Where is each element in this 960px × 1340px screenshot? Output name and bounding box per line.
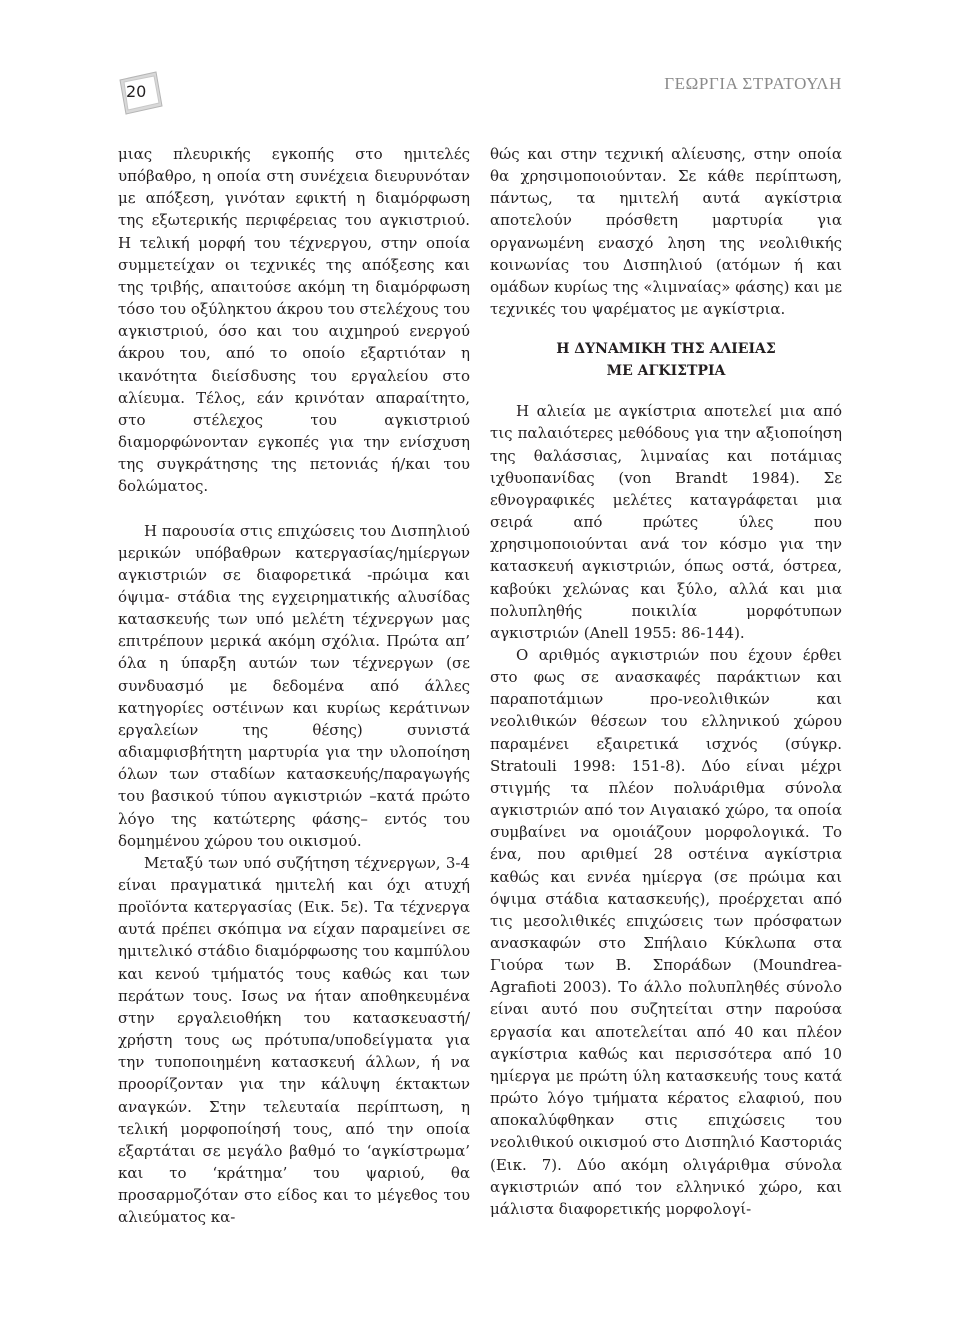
paragraph: Η παρουσία στις επιχώσεις του Δισπηλιού μερικών υπόβαθρων κατεργασίας/ημίεργων αγκιστριών σε διαφορετικά -πρώιμα και όψιμα- στάδια της εγχειρηματικής αλυσίδας κατασκευής των υπό μελέτη τέχνεργων μας επιτρέπουν μερικά ακόμη σχόλια. Πρώτα απ’ όλα η ύπαρξη αυτών των τέχνεργων (σε συνδυασμό με δεδομένα από άλλες κατηγορίες οστέινων και κυρίως κεράτινων εργαλείων της θέσης) συνιστά αδιαμφισβήτητη μαρτυρία για την υλοποίηση όλων των σταδίων κατασκευής/παραγωγής του βασικού τύπου αγκιστριών –κατά πρώτο λόγο της κατώτερης φάσης– εντός του δομημένου χώρου του οικισμού.	[118, 521, 470, 850]
section-heading-line: Η ΔΥΝΑΜΙΚΗ ΤΗΣ ΑΛΙΕΙΑΣ	[556, 341, 776, 358]
running-head: ΓΕΩΡΓΙΑ ΣΤΡΑΤΟΥΛΗ	[664, 74, 842, 93]
right-column	[490, 143, 842, 1220]
paragraph: Ο αριθμός αγκιστριών που έχουν έρθει στο φως σε ανασκαφές παράκτιων και παραποτάμιων προ-νεολιθικών και νεολιθικών θέσεων του ελληνικού χώρου παραμένει εξαιρετικά ισχνός (σύγκρ. Stratouli 1998: 151-8). Δύο είναι μέχρι στιγμής τα πλέον πολυάριθμα σύνολα αγκιστριών από τον Αιγαιακό χώρο, τα οποία συμβαίνει να ομοιάζουν μορφολογικά. Το ένα, που αριθμεί 28 οστέινα αγκίστρια καθώς και εννέα ημίεργα (σε πρώιμα και όψιμα στάδια κατασκευής), προέρχεται από τις μεσολιθικές επιχώσεις των πρόσφατων ανασκαφών στο Σπήλαιο Κύκλωπα στα Γιούρα των Β. Σποράδων (Moundrea-Agrafioti 2003). Το άλλο πολυπληθές σύνολο είναι αυτό που συζητείται στην παρούσα εργασία και αποτελείται από 40 και πλέον αγκίστρια καθώς και περισσότερα από 10 ημίεργα με πρώτη ύλη κατασκευής τους κατά πρώτο λόγο τμήματα κέρατος ελαφιού, που αποκαλύφθηκαν στις επιχώσεις του νεολιθικού οικισμού στο Δισπηλιό Καστοριάς (Εικ. 7). Δύο ακόμη ολιγάριθμα σύνολα αγκιστριών από τον ελληνικό χώρο, και μάλιστα διαφορετικής μορφολογί-	[490, 645, 842, 1218]
left-column	[118, 143, 470, 1229]
section-heading-line: ΜΕ ΑΓΚΙΣΤΡΙΑ	[606, 363, 726, 380]
paragraph: Η αλιεία με αγκίστρια αποτελεί μια από τις παλαιότερες μεθόδους για την αξιοποίηση της θαλάσσιας, λιμναίας και ποτάμιας ιχθυοπανίδας (von Brandt 1984). Σε εθνογραφικές μελέτες καταγράφεται μια σειρά από πρώτες ύλες που χρησιμοποιούνται ανά τον κόσμο για την κατασκευή αγκιστριών, όπως οστά, όστρεα, καβούκι χελώνας και ξύλο, αλλά και μια πολυπληθής ποικιλία μορφότυπων αγκιστριών (Anell 1955: 86-144).	[490, 402, 842, 642]
paragraph: θώς και στην τεχνική αλίευσης, στην οποία θα χρησιμοποιούνταν. Σε κάθε περίπτωση, πάντως, τα ημιτελή αυτά αγκίστρια αποτελούν πρόσθετη μαρτυρία για οργανωμένη ενασχό ληση της νεολιθικής κοινωνίας του Δισπηλιού (ατόμων ή και ομάδων κυρίως της «λιμναίας» φάσης) και με τεχνικές του ψαρέματος με αγκίστρια.	[490, 145, 842, 319]
paragraph: Μεταξύ των υπό συζήτηση τέχνεργων, 3-4 είναι πραγματικά ημιτελή και όχι ατυχή προϊόντα κατεργασίας (Εικ. 5ε). Τα τέχνεργα αυτά πρέπει σκόπιμα να είχαν παραμείνει σε ημιτελικό στάδιο διαμόρφωσης του καμπύλου και κενού τμήματός τους καθώς και των περάτων τους. Ισως να ήταν αποθηκευμένα στην εργαλειοθήκη του κατασκευαστή/χρήστη τους ως πρότυπα/υποδείγματα για την τυποποιημένη κατασκευή άλλων, ή να προορίζονταν για την κάλυψη έκτακτων αναγκών. Στην τελευταία περίπτωση, η τελική μορφοποίησή τους, από την οποία εξαρτάται σε μεγάλο βαθμό το ‘αγκίστρωμα’ και το ‘κράτημα’ του ψαριού, θα προσαρμοζόταν στο είδος και το μέγεθος του αλιεύματος κα-	[118, 853, 470, 1227]
paragraph: μιας πλευρικής εγκοπής στο ημιτελές υπόβαθρο, η οποία στη συνέχεια διευρυνόταν με απόξεση, γινόταν εφικτή η διαμόρφωση της εξωτερικής περιφέρειας του αγκιστριού. Η τελική μορφή του τέχνεργου, στην οποία συμμετείχαν οι τεχνικές της απόξεσης και της τριβής, απαιτούσε ακόμη τη διαμόρφωση τόσο του οξύληκτου άκρου του στελέχους του αγκιστριού, όσο και του αιχμηρού ενεργού άκρου του, από το οποίο εξαρτιόταν η ικανότητα διείσδυσης του εργαλείου στο αλίευμα. Τέλος, εάν κρινόταν απαραίτητο, στο στέλεχος του αγκιστριού διαμορφώνονταν εγκοπές για την ενίσχυση της συγκράτησης της πετονιάς ή/και του δολώματος.	[118, 145, 470, 496]
section-heading	[490, 338, 842, 382]
page-number: 20	[126, 82, 147, 101]
